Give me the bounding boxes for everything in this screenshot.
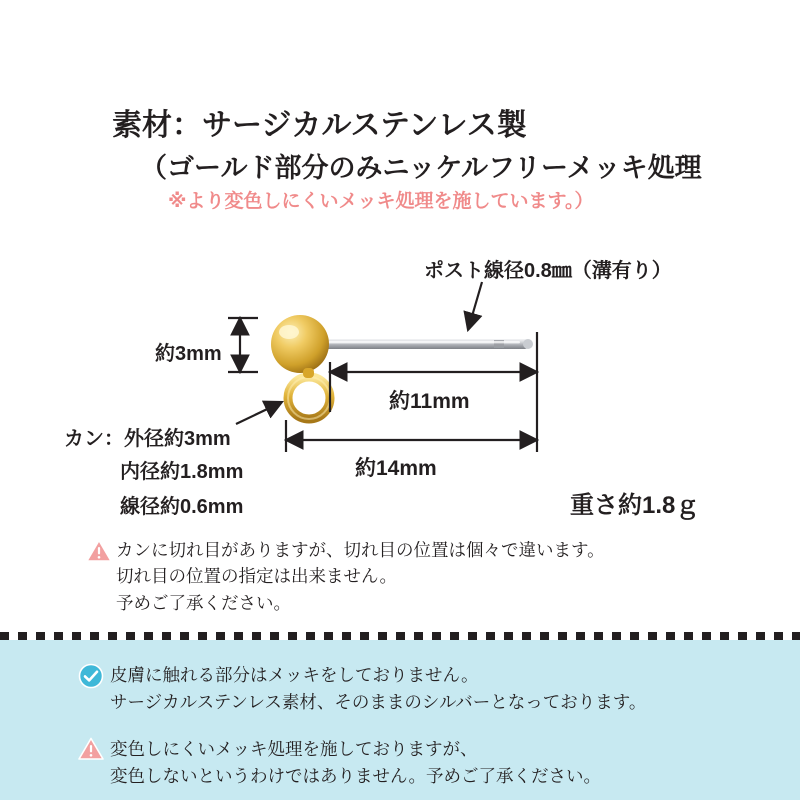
ball-size-label: 約3mm bbox=[155, 343, 222, 365]
post-length-label: 約11mm bbox=[389, 390, 470, 413]
material-line-3: ※より変色しにくいメッキ処理を施しています。） bbox=[168, 191, 594, 212]
dotted-divider bbox=[0, 632, 800, 640]
note-line: 変色しにくいメッキ処理を施しておりますが、 bbox=[110, 739, 478, 759]
warning-triangle-icon bbox=[78, 737, 110, 761]
note-row-skin-contact bbox=[78, 662, 646, 716]
weight-label: 重さ約1.8ｇ bbox=[570, 492, 700, 519]
warning-line: 予めご了承ください。 bbox=[116, 592, 291, 613]
note-line: 皮膚に触れる部分はメッキをしておりません。 bbox=[110, 665, 479, 685]
kan-wire-label: 線径約0.6mm bbox=[120, 496, 244, 518]
warning-triangle-icon bbox=[86, 539, 116, 563]
material-line-1: 素材：サージカルステンレス製 bbox=[112, 109, 527, 142]
total-length-label: 約14mm bbox=[355, 457, 437, 480]
warning-block bbox=[86, 537, 746, 616]
warning-row bbox=[86, 537, 746, 616]
warning-line: カンに切れ目がありますが、切れ目の位置は個々で違います。 bbox=[116, 540, 605, 560]
post-diameter-label: ポスト線径0.8㎜（溝有り） bbox=[424, 260, 672, 282]
bottom-panel bbox=[0, 640, 800, 800]
check-circle-icon bbox=[78, 663, 110, 689]
note-line: 変色しないというわけではありません。予めご了承ください。 bbox=[110, 766, 602, 787]
warning-line: 切れ目の位置の指定は出来ません。 bbox=[116, 566, 398, 587]
note-line: サージカルステンレス素材、そのままのシルバーとなっております。 bbox=[110, 692, 647, 713]
material-line-2: （ゴールド部分のみニッケルフリーメッキ処理 bbox=[140, 153, 702, 183]
note-row-discoloration bbox=[78, 736, 601, 790]
kan-outer-label: カン：外径約3mm bbox=[64, 428, 231, 450]
kan-inner-label: 内径約1.8mm bbox=[120, 461, 244, 483]
